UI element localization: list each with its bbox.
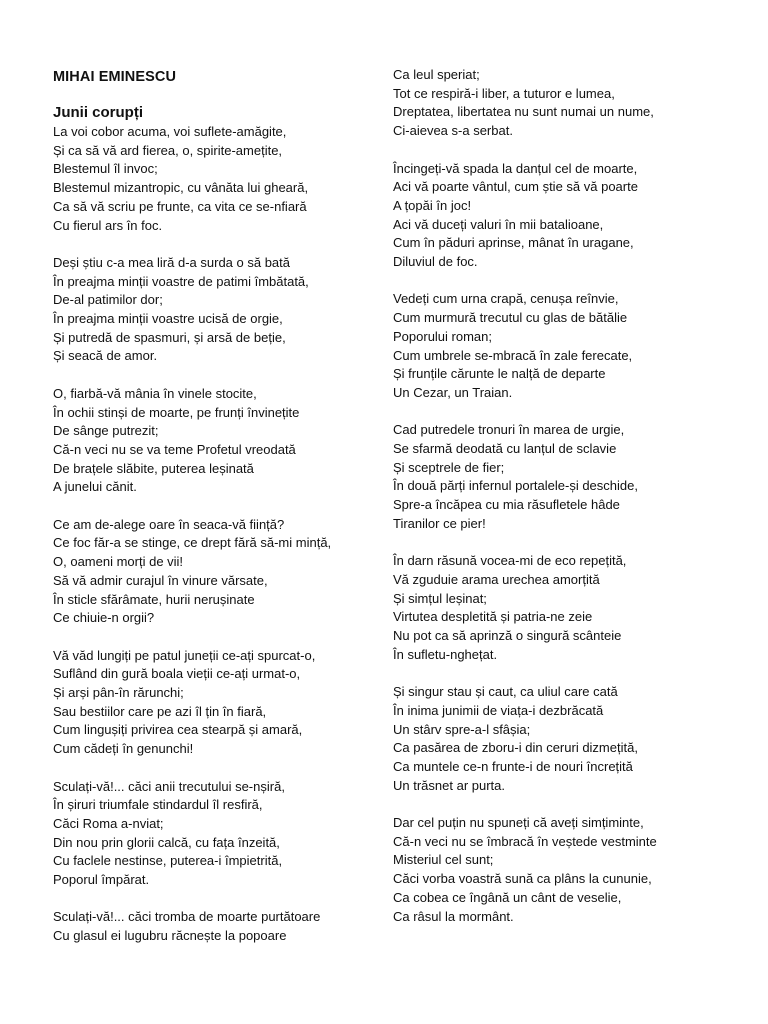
verse-line: Sculați-vă!... căci anii trecutului se-nșiră, <box>53 778 285 794</box>
verse-line: În sticle sfărâmate, hurii nerușinate <box>53 591 255 607</box>
verse-line: Tiranilor ce pier! <box>393 515 486 531</box>
stanza <box>53 123 393 235</box>
verse-line: Poporul împărat. <box>53 872 150 888</box>
verse-line: În două părți infernul portalele-și deschide, <box>393 478 638 494</box>
verse-line: Poporului roman; <box>393 328 492 344</box>
verse-line: Ca muntele ce-n frunte-i de nouri încrețită <box>393 758 633 774</box>
verse-line: O, oameni morți de vii! <box>53 554 184 570</box>
verse-line: Se sfarmă deodată cu lanțul de sclavie <box>393 441 617 457</box>
verse-line: A junelui cănit. <box>53 479 137 495</box>
stanza <box>53 516 393 628</box>
verse-line: Un trăsnet ar purta. <box>393 777 505 793</box>
verse-line: Încingeți-vă spada la danțul cel de moarte, <box>393 160 638 176</box>
verse-line: Căci Roma a-nviat; <box>53 815 164 831</box>
verse-line: Cum lingușiți privirea cea stearpă și amară, <box>53 722 303 738</box>
verse-line: Deși știu c-a mea liră d-a surda o să bată <box>53 254 290 270</box>
verse-line: Și simțul leșinat; <box>393 590 487 606</box>
verse-line: În darn răsună vocea-mi de eco repețită, <box>393 553 627 569</box>
verse-line: Ci-aievea s-a serbat. <box>393 123 513 139</box>
verse-line: Ca leul speriat; <box>393 67 480 82</box>
verse-line: Aci vă duceți valuri în mii batalioane, <box>393 216 604 232</box>
verse-line: De sânge putrezit; <box>53 423 159 439</box>
verse-line: Spre-a încăpea cu mia răsufletele hâde <box>393 497 620 513</box>
verse-line: Și frunțile cărunte le nalță de departe <box>393 366 606 382</box>
right-column <box>393 66 733 945</box>
verse-line: Tot ce respiră-i liber, a tuturor e lumea, <box>393 85 615 101</box>
verse-line: Căci vorba voastră sună ca plâns la cununie, <box>393 871 652 887</box>
verse-line: O, fiarbă-vă mânia în vinele stocite, <box>53 385 257 401</box>
verse-line: A țopăi în joc! <box>393 197 472 213</box>
left-stanzas <box>53 123 393 946</box>
stanza <box>393 814 733 926</box>
verse-line: Vedeți cum urna crapă, cenușa reînvie, <box>393 291 619 307</box>
stanza <box>53 778 393 890</box>
verse-line: Nu pot ca să aprinză o singură scânteie <box>393 628 622 644</box>
verse-line: De-al patimilor dor; <box>53 292 163 308</box>
verse-line: Cum cădeți în genunchi! <box>53 741 194 757</box>
stanza <box>53 385 393 497</box>
verse-line: Blestemul mizantropic, cu vânăta lui gheară, <box>53 180 309 196</box>
verse-line: În preajma minții voastre de patimi îmbătată, <box>53 273 309 289</box>
verse-line: Ca râsul la mormânt. <box>393 908 514 924</box>
verse-line: Că-n veci nu se va teme Profetul vreodată <box>53 441 296 457</box>
verse-line: Misteriul cel sunt; <box>393 852 494 868</box>
verse-line: În ochii stinși de moarte, pe frunți învinețite <box>53 404 300 420</box>
verse-line: În inima junimii de viața-i dezbrăcată <box>393 702 604 718</box>
verse-line: Diluviul de foc. <box>393 254 478 270</box>
stanza <box>393 683 733 795</box>
verse-line: Și sceptrele de fier; <box>393 459 505 475</box>
verse-line: Să vă admir curajul în vinure vărsate, <box>53 572 268 588</box>
verse-line: Suflând din gură boala vieții ce-ați urmat-o, <box>53 666 301 682</box>
verse-line: În sufletu-nghețat. <box>393 646 498 662</box>
verse-line: Cum murmură trecutul cu glas de bătălie <box>393 310 628 326</box>
stanza <box>393 552 733 664</box>
stanza <box>393 160 733 272</box>
verse-line: Un Cezar, un Traian. <box>393 384 513 400</box>
right-stanzas <box>393 66 733 926</box>
verse-line: Și putredă de spasmuri, și arsă de beție, <box>53 329 286 345</box>
verse-line: Ce foc făr-a se stinge, ce drept fără să-mi mință, <box>53 535 332 551</box>
verse-line: Sculați-vă!... căci tromba de moarte purtătoare <box>53 909 321 925</box>
verse-line: Ca cobea ce îngână un cânt de veselie, <box>393 889 622 905</box>
verse-line: Ce chiuie-n orgii? <box>53 610 155 626</box>
verse-line: Cu glasul ei lugubru răcnește la popoare <box>53 928 287 944</box>
verse-line: Ca pasărea de zboru-i din ceruri dizmețită, <box>393 740 638 756</box>
verse-line: Cu faclele nestinse, puterea-i împietrită, <box>53 853 283 869</box>
stanza <box>393 290 733 402</box>
stanza <box>53 254 393 366</box>
verse-line: În preajma minții voastre ucisă de orgie, <box>53 311 283 327</box>
verse-line: Blestemul îl invoc; <box>53 161 158 177</box>
verse-line: Și ca să vă ard fierea, o, spirite-amețite, <box>53 142 283 158</box>
verse-line: Vă zguduie arama urechea amorțită <box>393 571 600 587</box>
verse-line: De brațele slăbite, puterea leșinată <box>53 460 254 476</box>
verse-line: În șiruri triumfale stindardul îl resfiră, <box>53 797 263 813</box>
verse-line: Sau bestiilor care pe azi îl țin în fiară, <box>53 703 267 719</box>
verse-line: Dar cel puțin nu spuneți că aveți simțiminte, <box>393 815 644 831</box>
verse-line: Din nou prin glorii calcă, cu fața înzeită, <box>53 834 280 850</box>
verse-line: Ca să vă scriu pe frunte, ca vita ce se-nfiară <box>53 198 307 214</box>
verse-line: Și seacă de amor. <box>53 348 158 364</box>
verse-line: Vă văd lungiți pe patul juneții ce-ați spurcat-o, <box>53 647 316 663</box>
left-column <box>53 66 393 965</box>
verse-line: Cu fierul ars în foc. <box>53 217 163 233</box>
verse-line: Dreptatea, libertatea nu sunt numai un nume, <box>393 104 654 120</box>
stanza <box>53 908 393 945</box>
author-name: MIHAI EMINESCU <box>53 69 177 85</box>
poem-title: Junii corupți <box>53 104 143 121</box>
verse-line: Ce am de-alege oare în seaca-vă ființă? <box>53 516 285 532</box>
stanza <box>393 421 733 533</box>
verse-line: Virtutea despletită și patria-ne zeie <box>393 609 593 625</box>
verse-line: Și singur stau și caut, ca uliul care cată <box>393 684 618 700</box>
verse-line: Cum în păduri aprinse, mânat în uragane, <box>393 235 634 251</box>
verse-line: Și arși pân-în rărunchi; <box>53 685 184 701</box>
verse-line: Cum umbrele se-mbracă în zale ferecate, <box>393 347 633 363</box>
verse-line: Cad putredele tronuri în marea de urgie, <box>393 422 625 438</box>
stanza <box>53 647 393 759</box>
verse-line: Aci vă poarte vântul, cum știe să vă poarte <box>393 179 638 195</box>
stanza <box>393 66 733 141</box>
verse-line: La voi cobor acuma, voi suflete-amăgite, <box>53 124 287 139</box>
verse-line: Că-n veci nu se îmbracă în veștede vestminte <box>393 833 657 849</box>
verse-line: Un stârv spre-a-l sfâșia; <box>393 721 531 737</box>
